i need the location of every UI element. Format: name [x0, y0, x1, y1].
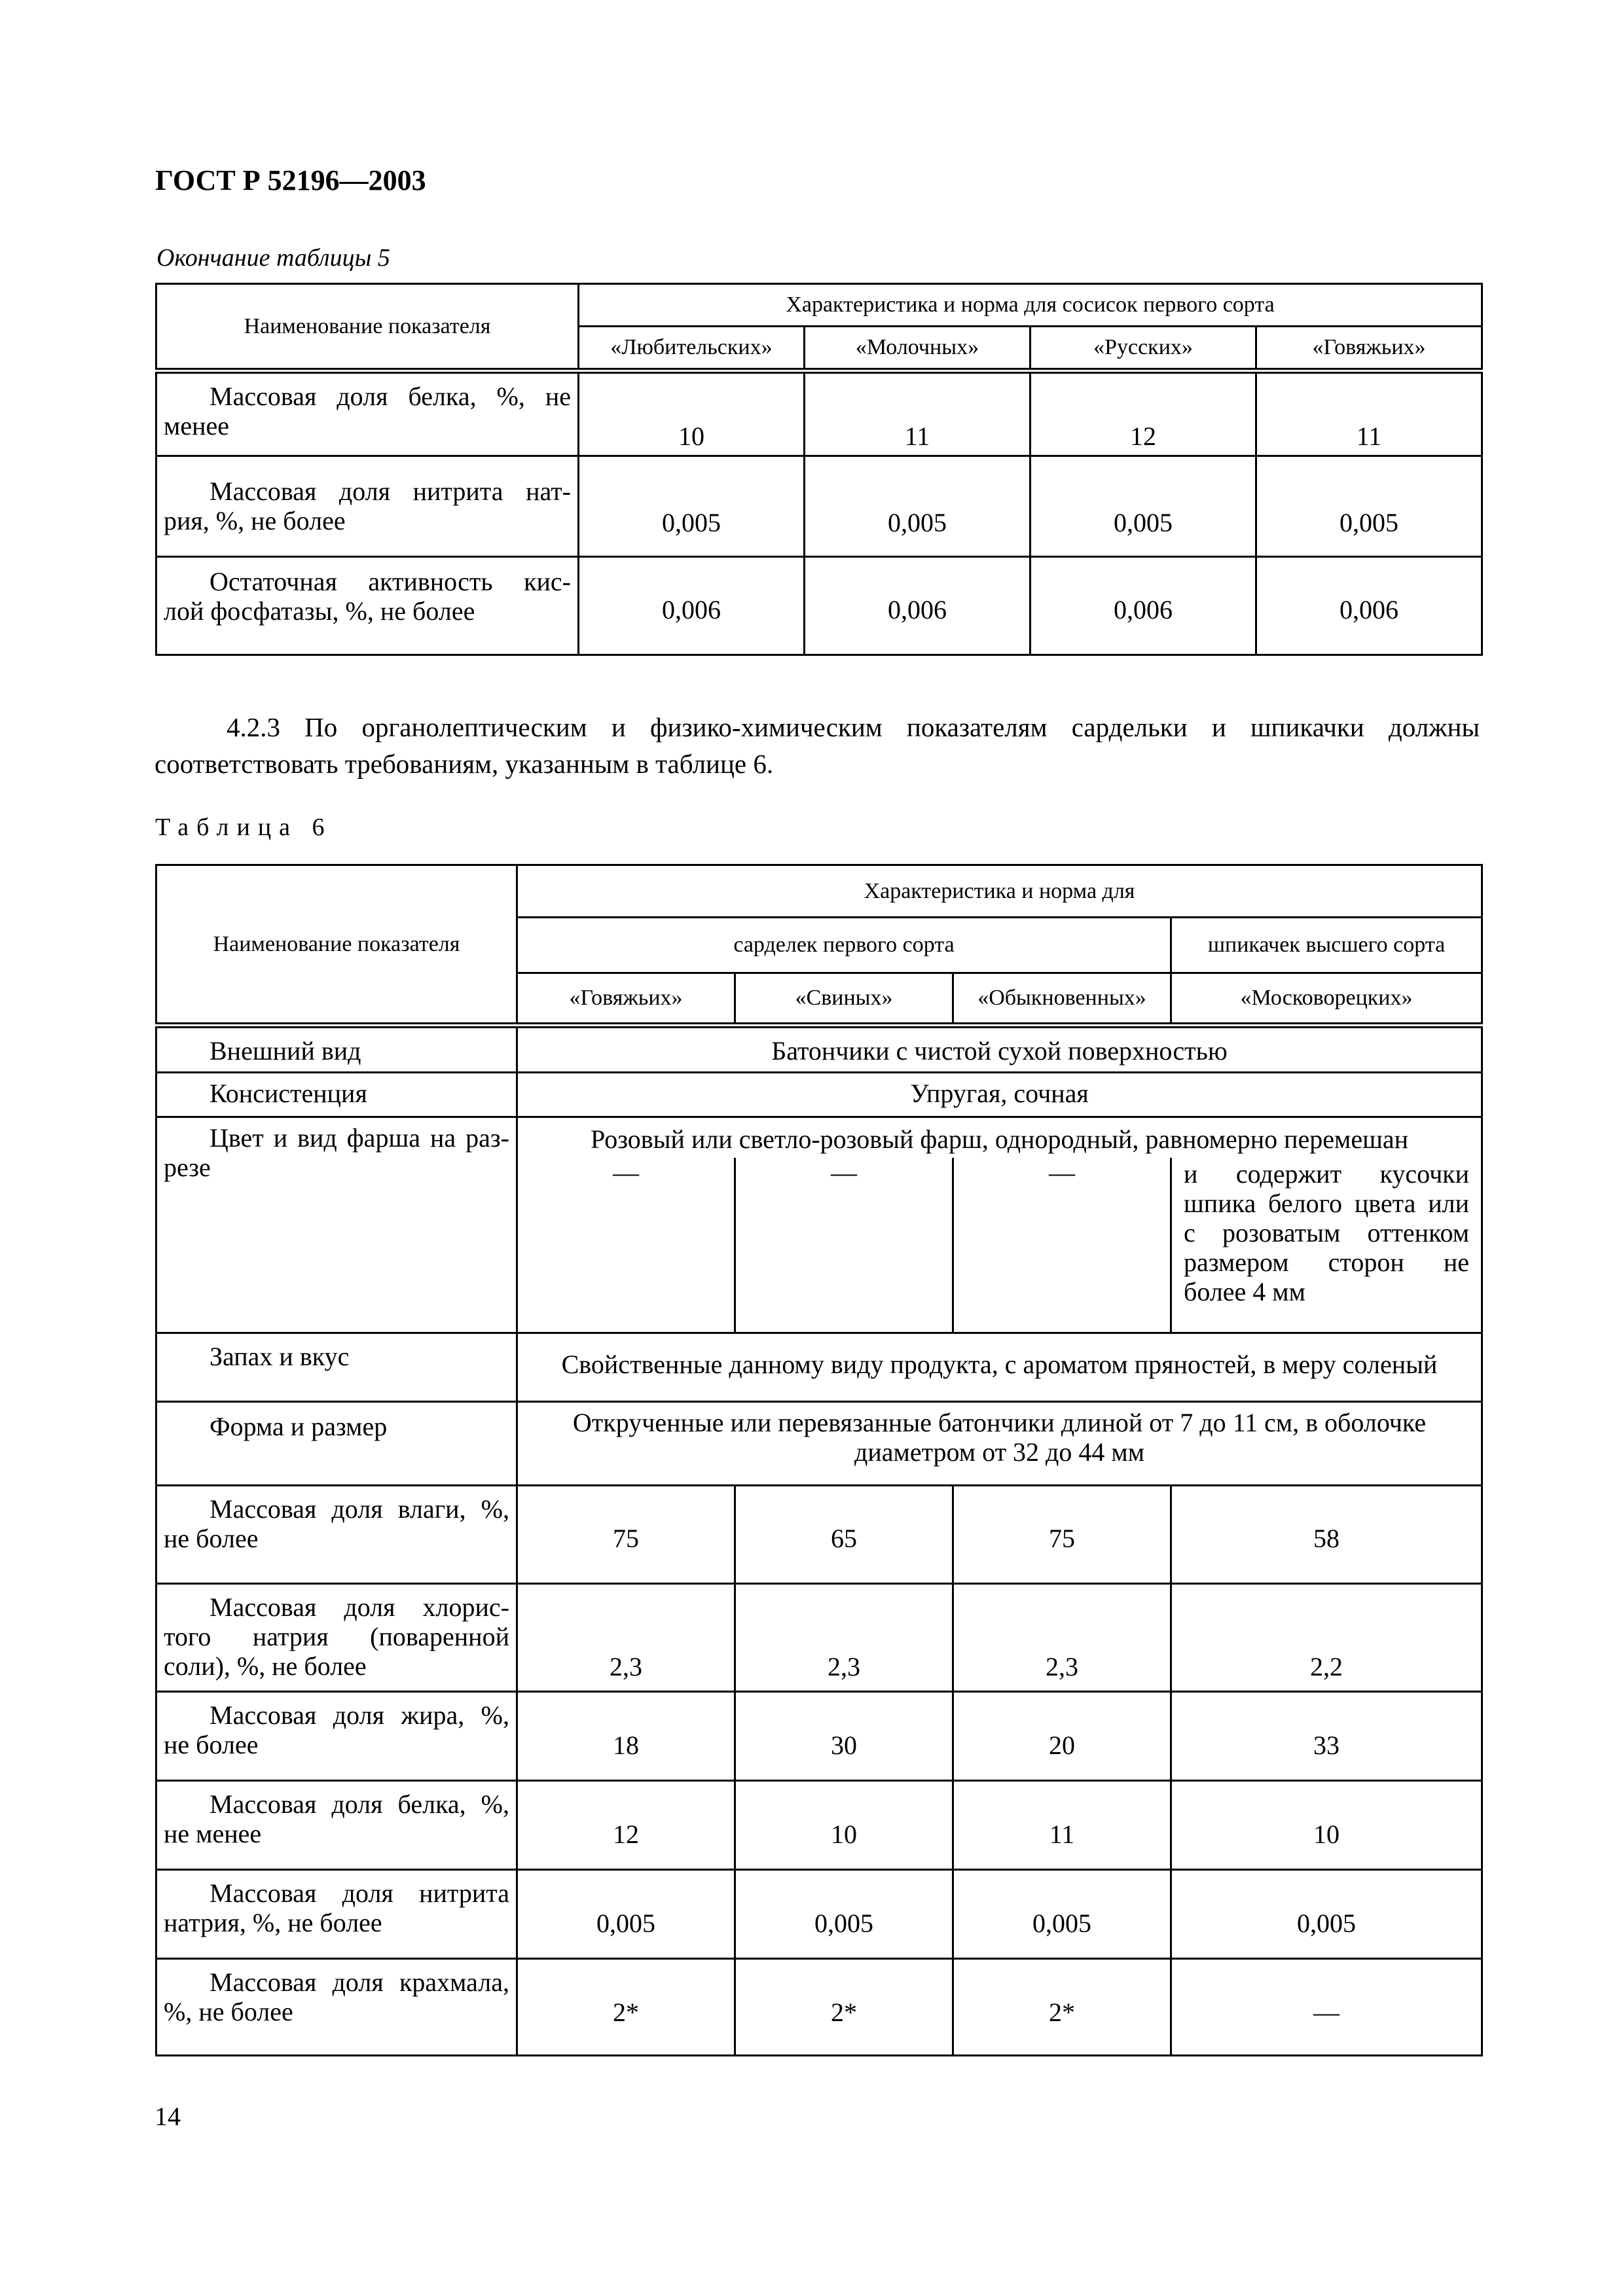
t6-col-header: «Обыкновенных» [953, 973, 1171, 1026]
t6-header-group: Характеристика и норма для [517, 865, 1482, 918]
t6-cell: 75 [517, 1486, 735, 1584]
t6-cell: — [1171, 1959, 1482, 2056]
table5-continuation-caption: Окончание таблицы 5 [156, 244, 390, 272]
table-row [156, 1584, 1482, 1692]
t6-cell: 10 [735, 1781, 953, 1870]
t6-extra-line: шпика белого цвета или [1184, 1188, 1470, 1218]
t5-row-name: Остаточная активность кис- лой фосфатазы, %, не более [156, 557, 579, 655]
t6-row-name: Массовая доля крахмала, %, не более [156, 1959, 517, 2056]
t6-col-header: «Говяжьих» [517, 973, 735, 1026]
t6-cell: 12 [517, 1781, 735, 1870]
t6-cell: 0,005 [1171, 1870, 1482, 1959]
t6-row-name: Цвет и вид фарша на раз- резе [156, 1117, 517, 1333]
table-row [156, 557, 1482, 655]
t5-cell: 0,006 [1256, 557, 1482, 655]
table-row [156, 1026, 1482, 1073]
t6-row-name: Массовая доля жира, %, не более [156, 1692, 517, 1781]
t5-col-header: «Говяжьих» [1256, 327, 1482, 371]
t6-span-cell: Батончики с чистой сухой поверхностью [517, 1026, 1482, 1073]
table-row [156, 1959, 1482, 2056]
table6-caption: Таблица 6 [155, 814, 333, 841]
t5-col-header: «Русских» [1030, 327, 1256, 371]
t6-cell: 65 [735, 1486, 953, 1584]
table-row [156, 1402, 1482, 1486]
t6-row-name: Запах и вкус [156, 1333, 517, 1402]
t5-cell: 11 [1256, 371, 1482, 456]
t5-col-header: «Любительских» [579, 327, 805, 371]
t5-cell: 10 [579, 371, 805, 456]
t6-cell: 11 [953, 1781, 1171, 1870]
table-row [156, 456, 1482, 557]
t5-header-group: Характеристика и норма для сосисок первого сорта [579, 284, 1482, 327]
t5-cell: 0,005 [805, 456, 1030, 557]
t6-span-cell: Открученные или перевязанные батончики длиной от 7 до 11 см, в оболочке диаметром от 32 до 44 мм [517, 1402, 1482, 1486]
t6-span-cell: Розовый или светло-розовый фарш, однородный, равномерно перемешан [517, 1117, 1482, 1158]
t6-cell: 30 [735, 1692, 953, 1781]
table-row [156, 1692, 1482, 1781]
t6-subheader-sardelki: сарделек первого сорта [517, 918, 1171, 973]
t6-row-name: Массовая доля белка, %, не менее [156, 1781, 517, 1870]
t5-cell: 0,005 [1256, 456, 1482, 557]
t6-cell: 33 [1171, 1692, 1482, 1781]
page-number: 14 [155, 2102, 181, 2131]
t6-cell: 18 [517, 1692, 735, 1781]
t6-dash-cell: — [517, 1158, 735, 1333]
t6-row-name: Форма и размер [156, 1402, 517, 1486]
t6-extra-line: более 4 мм [1184, 1276, 1305, 1306]
paragraph-line: 4.2.3 По органолептическим и физико-химическим показателям сардельки и шпикачки должны [227, 712, 1480, 742]
t6-extra-cell [1171, 1158, 1482, 1333]
t6-col-header: «Свиных» [735, 973, 953, 1026]
t5-cell: 11 [805, 371, 1030, 456]
t6-row-name: Массовая доля хлорис- того натрия (поваренной соли), %, не более [156, 1584, 517, 1692]
t6-extra-line: и содержит кусочки [1184, 1158, 1470, 1189]
t6-row-name: Консистенция [156, 1073, 517, 1117]
t6-col-header: «Московорецких» [1171, 973, 1482, 1026]
document-title: ГОСТ Р 52196—2003 [155, 164, 426, 196]
t6-cell: 2,2 [1171, 1584, 1482, 1692]
t5-cell: 0,005 [1030, 456, 1256, 557]
t6-cell: 0,005 [953, 1870, 1171, 1959]
t6-span-cell: Упругая, сочная [517, 1073, 1482, 1117]
t6-cell: 2* [517, 1959, 735, 2056]
t6-cell: 75 [953, 1486, 1171, 1584]
table-5 [155, 283, 1483, 656]
t5-cell: 0,006 [579, 557, 805, 655]
table-row [156, 1117, 1482, 1158]
t6-cell: 2* [735, 1959, 953, 2056]
table-row [156, 1333, 1482, 1402]
t5-row-name: Массовая доля белка, %, не менее [156, 371, 579, 456]
t6-extra-line: с розоватым оттенком [1184, 1217, 1470, 1247]
t6-cell: 0,005 [517, 1870, 735, 1959]
t6-header-name: Наименование показателя [156, 865, 517, 1026]
t6-cell: 2,3 [517, 1584, 735, 1692]
t6-dash-cell: — [953, 1158, 1171, 1333]
t6-row-name: Внешний вид [156, 1026, 517, 1073]
t6-cell: 0,005 [735, 1870, 953, 1959]
table-row [156, 1781, 1482, 1870]
table-row [156, 1870, 1482, 1959]
t6-cell: 2,3 [735, 1584, 953, 1692]
t5-col-header: «Молочных» [805, 327, 1030, 371]
paragraph-4-2-3 [155, 709, 1480, 782]
table-6 [155, 864, 1483, 2056]
t5-cell: 0,006 [805, 557, 1030, 655]
t5-cell: 0,006 [1030, 557, 1256, 655]
t6-cell: 20 [953, 1692, 1171, 1781]
t6-subheader-shpikachki: шпикачек высшего сорта [1171, 918, 1482, 973]
t6-cell: 10 [1171, 1781, 1482, 1870]
t6-cell: 2,3 [953, 1584, 1171, 1692]
table-row [156, 371, 1482, 456]
t5-row-name: Массовая доля нитрита нат- рия, %, не более [156, 456, 579, 557]
t6-row-name: Массовая доля влаги, %, не более [156, 1486, 517, 1584]
t6-cell: 58 [1171, 1486, 1482, 1584]
t5-cell: 0,005 [579, 456, 805, 557]
table-row [156, 1073, 1482, 1117]
paragraph-line: соответствовать требованиям, указанным в таблице 6. [155, 749, 774, 779]
table-row [156, 1486, 1482, 1584]
t6-extra-line: размером сторон не [1184, 1247, 1470, 1277]
t6-cell: 2* [953, 1959, 1171, 2056]
t6-dash-cell: — [735, 1158, 953, 1333]
t6-row-name: Массовая доля нитрита натрия, %, не более [156, 1870, 517, 1959]
t5-header-name: Наименование показателя [156, 284, 579, 371]
t6-span-cell: Свойственные данному виду продукта, с ароматом пряностей, в меру соленый [517, 1333, 1482, 1402]
t5-cell: 12 [1030, 371, 1256, 456]
